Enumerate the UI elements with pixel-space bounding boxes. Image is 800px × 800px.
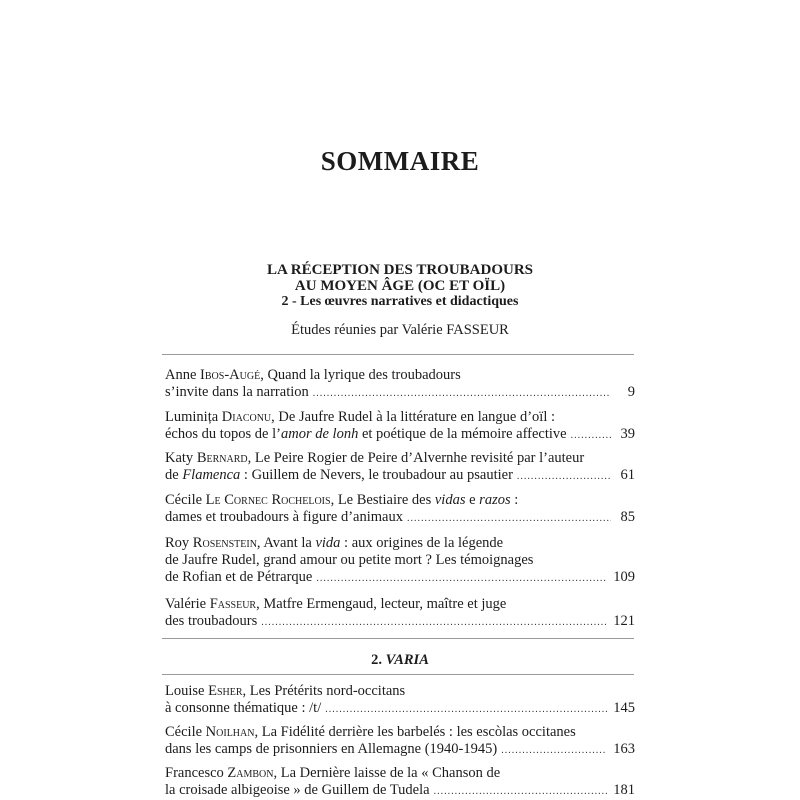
author-first-name: Francesco <box>165 765 224 781</box>
leader-dots <box>316 570 607 587</box>
volume-heading <box>0 262 800 310</box>
author-first-name: Louise <box>165 683 205 699</box>
entry-title: , De Jaufre Rudel à la littérature en langue d’oïl : <box>271 409 556 425</box>
section-title: VARIA <box>385 652 429 668</box>
author-last-name: Noilhan <box>205 724 255 740</box>
entry-title: , Les Prétérits nord-occitans <box>242 683 406 699</box>
entry-title-cont: échos du topos de l’ <box>165 426 281 442</box>
page-number: 109 <box>613 569 635 585</box>
leader-dots <box>434 783 608 800</box>
author-last-name: Le Cornec Rochelois <box>205 492 331 508</box>
leader-dots <box>407 510 611 527</box>
author-first-name: Roy <box>165 535 190 551</box>
page-number: 145 <box>613 700 635 716</box>
entry-title-italic: Flamenca <box>182 467 241 483</box>
page-number: 163 <box>613 741 635 757</box>
author-last-name: Rosenstein <box>192 535 257 551</box>
editors-line: Études réunies par Valérie FASSEUR <box>291 322 509 338</box>
toc-entry <box>165 683 635 718</box>
author-last-name: Bernard <box>196 450 248 466</box>
entry-title-cont: à consonne thématique : /t/ <box>165 700 322 716</box>
heading-line-3: 2 - Les œuvres narratives et didactiques <box>281 294 519 309</box>
entry-title: , Le Peire Rogier de Peire d’Alvernhe revisité par l’auteur <box>247 450 585 466</box>
author-first-name: Cécile <box>165 724 203 740</box>
author-last-name: Diaconu <box>221 409 272 425</box>
toc-entry <box>165 409 635 444</box>
entry-title-cont: de Rofian et de Pétrarque <box>165 569 313 585</box>
section-heading <box>0 652 800 669</box>
author-last-name: Esher <box>208 683 243 699</box>
toc-entry <box>165 492 635 527</box>
page-title: SOMMAIRE <box>320 146 480 176</box>
divider-section-bottom <box>162 674 634 675</box>
page-number: 181 <box>613 782 635 798</box>
entry-title: , Le Bestiaire des <box>330 492 435 508</box>
entry-title-cont: dans les camps de prisonniers en Allemagne (1940-1945) <box>165 741 498 757</box>
entry-title-cont: : Guillem de Nevers, le troubadour au psautier <box>240 467 513 483</box>
page-number: 39 <box>620 426 635 442</box>
entry-title: , Matfre Ermengaud, lecteur, maître et juge <box>256 596 507 612</box>
entry-title: , La Dernière laisse de la « Chanson de <box>273 765 501 781</box>
toc-entry <box>165 724 635 759</box>
entry-title-cont: s’invite dans la narration <box>165 384 309 400</box>
leader-dots <box>325 701 607 718</box>
toc-entry <box>165 535 635 587</box>
author-last-name: Ibos-Augé <box>200 367 261 383</box>
entry-title: , Avant la <box>256 535 316 551</box>
entry-title-italic: amor de lonh <box>280 426 359 442</box>
page-number: 9 <box>627 384 635 400</box>
author-first-name: Anne <box>165 367 197 383</box>
page-number: 121 <box>613 613 635 629</box>
leader-dots <box>501 742 607 759</box>
toc-entry <box>165 765 635 800</box>
entry-title-cont: de Jaufre Rudel, grand amour ou petite mort ? Les témoignages <box>165 552 534 568</box>
author-first-name: Valérie <box>165 596 207 612</box>
toc-entry <box>165 367 635 402</box>
entry-title-cont: la croisade albigeoise » de Guillem de Tudela <box>165 782 430 798</box>
toc-entry <box>165 450 635 485</box>
entry-title: e <box>465 492 480 508</box>
heading-line-1: LA RÉCEPTION DES TROUBADOURS <box>266 262 534 278</box>
section-number: 2. <box>371 652 382 668</box>
author-first-name: Katy <box>165 450 194 466</box>
entry-title-italic: vidas <box>434 492 466 508</box>
author-first-name: Luminița <box>165 409 219 425</box>
leader-dots <box>261 614 607 631</box>
heading-line-2: AU MOYEN ÂGE (OC ET OÏL) <box>294 278 506 294</box>
leader-dots <box>517 468 611 485</box>
entry-title-cont: de <box>165 467 183 483</box>
entry-title-italic: razos <box>479 492 511 508</box>
entry-title: , La Fidélité derrière les barbelés : les escòlas occitanes <box>254 724 576 740</box>
toc-entry <box>165 596 635 631</box>
author-last-name: Fasseur <box>209 596 257 612</box>
page-number: 61 <box>620 467 635 483</box>
author-last-name: Zambon <box>227 765 274 781</box>
entry-title-cont: et poétique de la mémoire affective <box>358 426 567 442</box>
entry-title-italic: vida <box>315 535 341 551</box>
leader-dots <box>571 427 611 444</box>
entry-title: , Quand la lyrique des troubadours <box>260 367 461 383</box>
entry-title: : <box>510 492 519 508</box>
entry-title: : aux origines de la légende <box>340 535 504 551</box>
divider-section <box>162 638 634 639</box>
author-first-name: Cécile <box>165 492 203 508</box>
leader-dots <box>313 385 611 402</box>
entry-title-cont: dames et troubadours à figure d’animaux <box>165 509 403 525</box>
page-number: 85 <box>620 509 635 525</box>
entry-title-cont: des troubadours <box>165 613 258 629</box>
divider-top <box>162 354 634 355</box>
